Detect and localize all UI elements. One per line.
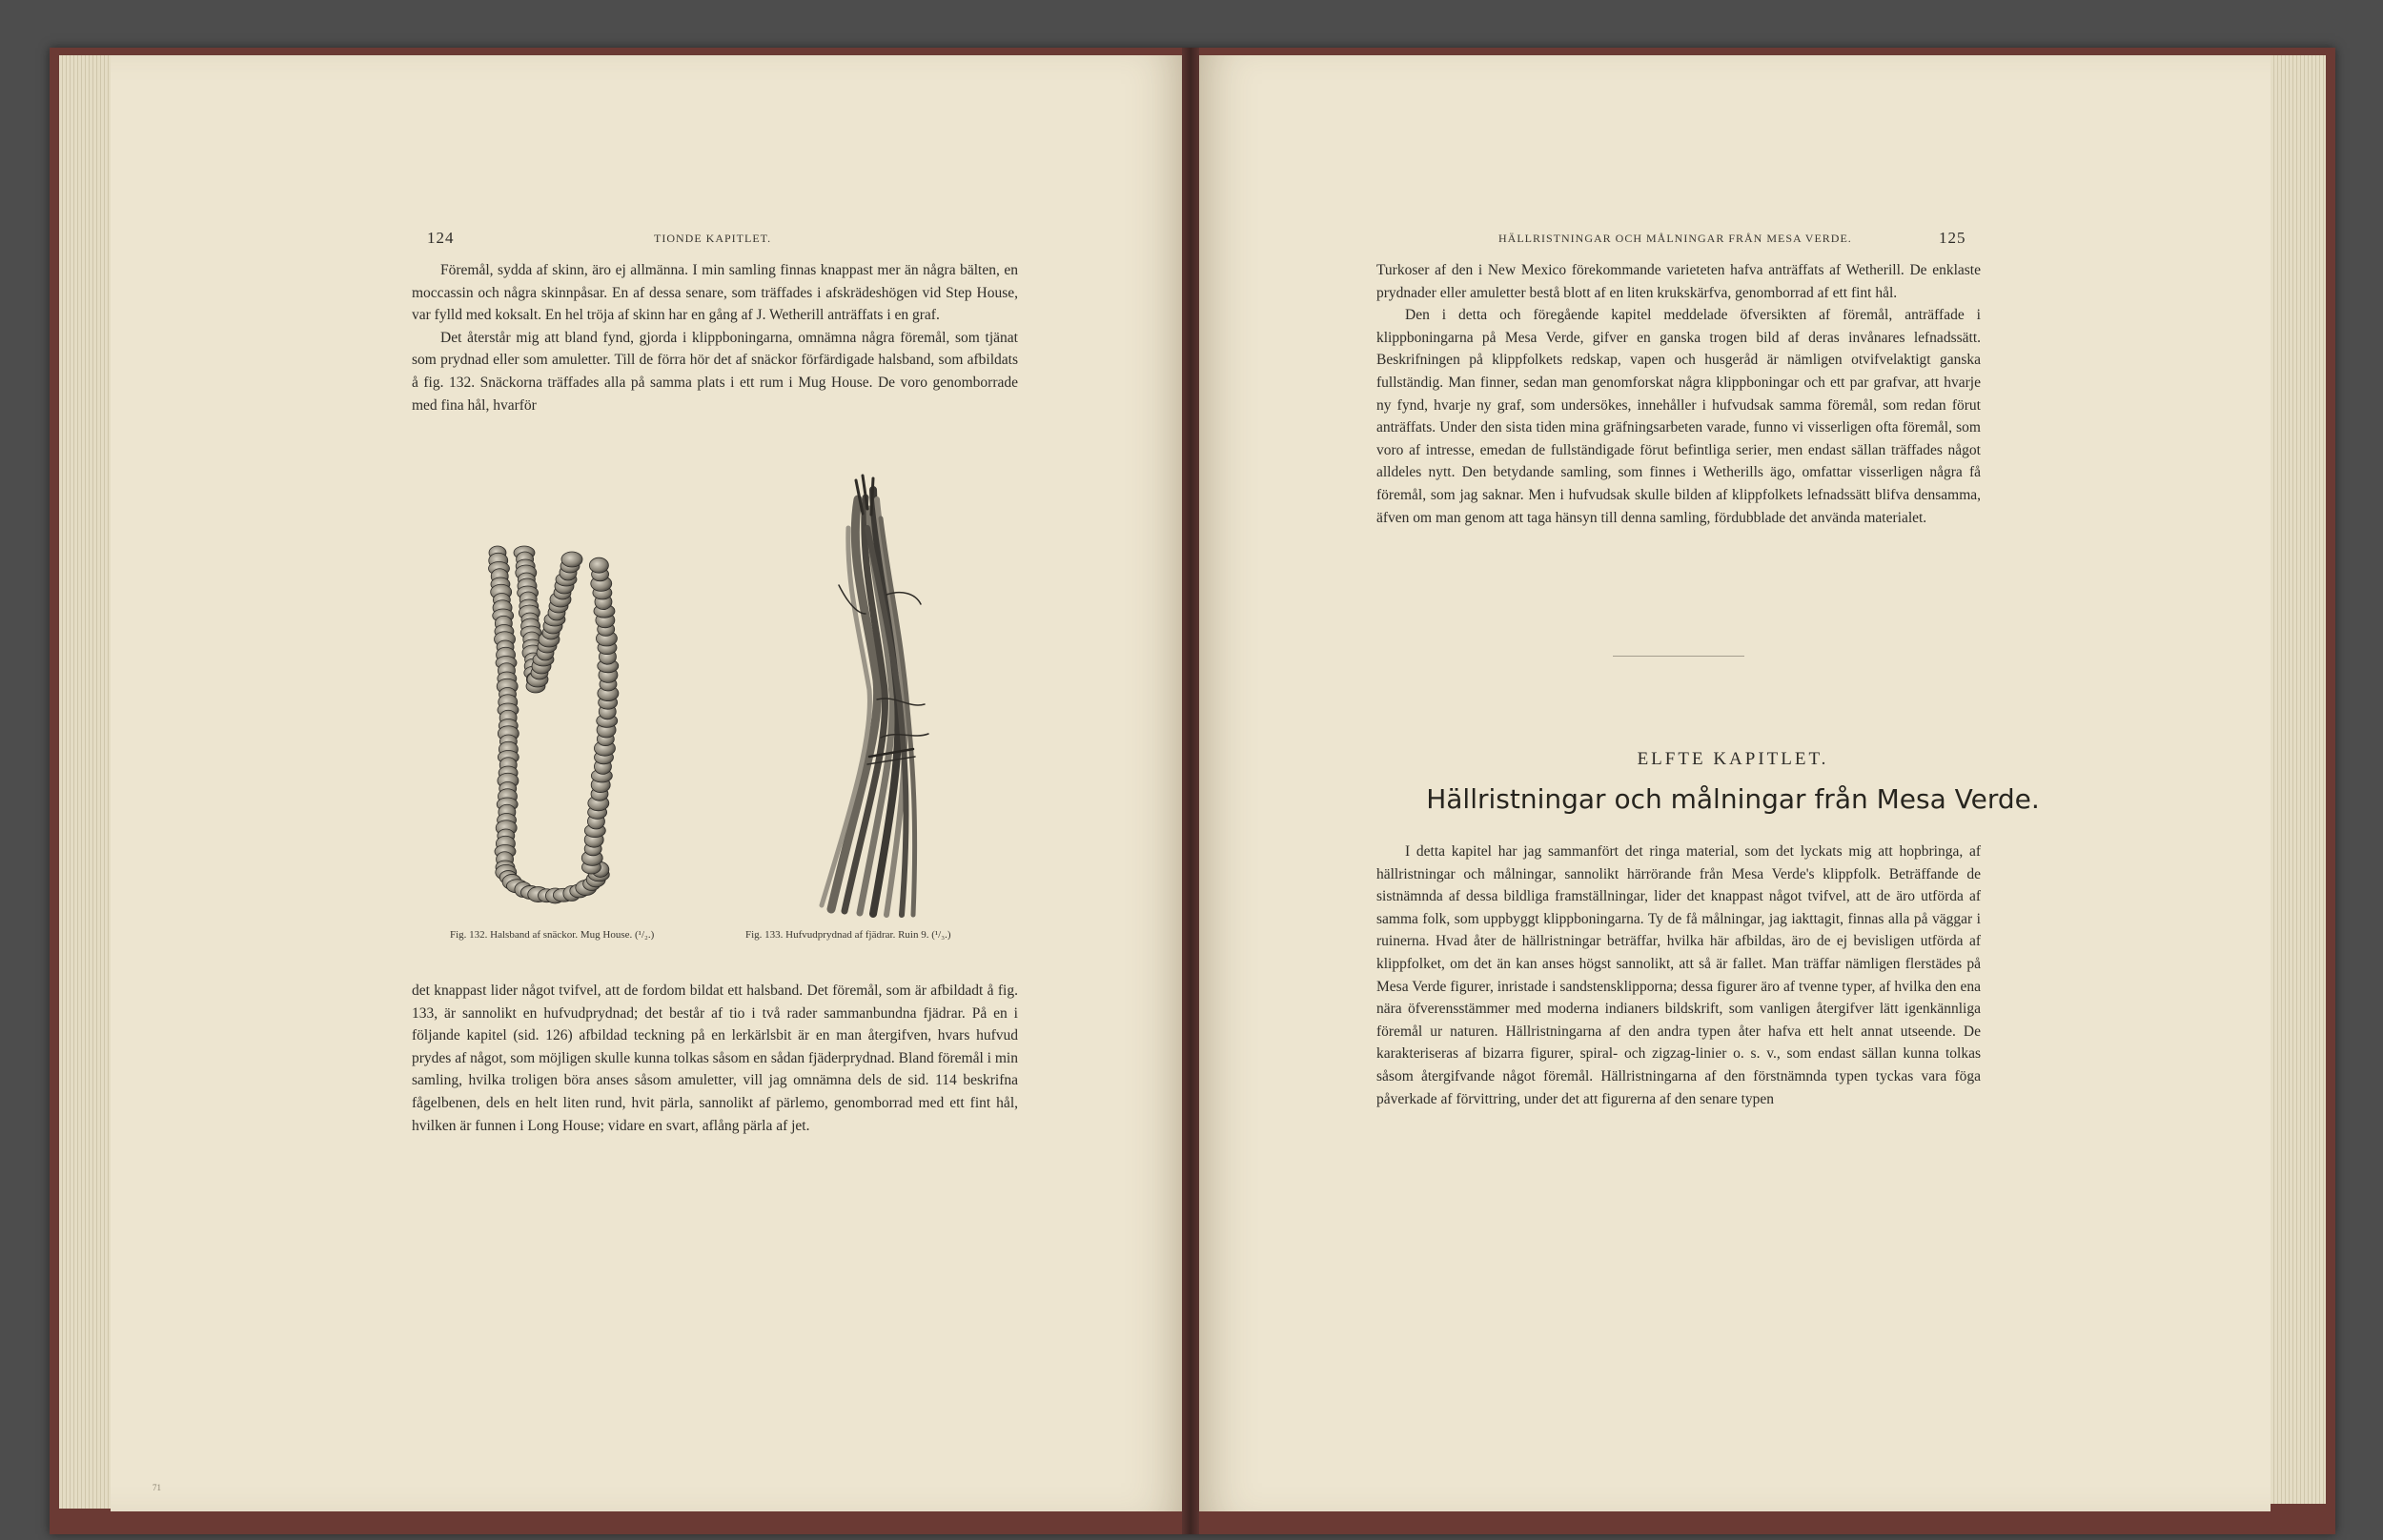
chapter-title: Hällristningar och målningar från Mesa Verde. xyxy=(1426,783,2040,815)
chapter-label: ELFTE KAPITLET. xyxy=(1637,749,1829,769)
paragraph: Föremål, sydda af skinn, äro ej allmänna. I min samling finnas knappast mer än några bälten, en moccassin och några skinnpåsar. En af dessa senare, som träffades i afskrädeshögen vid Step House, var fylld med koksalt. En hel tröja af skinn har en gång af J. Wetherill anträffats i en graf. xyxy=(412,262,1018,324)
shell-bead xyxy=(561,552,582,567)
section-divider xyxy=(1613,656,1744,657)
figure-caption-132: Fig. 132. Halsband af snäckor. Mug House. (¹/₂.) xyxy=(450,929,655,941)
book-gutter xyxy=(1182,48,1199,1534)
page-edges-right xyxy=(2263,55,2326,1504)
figure-caption-133: Fig. 133. Hufvudprydnad af fjädrar. Ruin 9. (¹/₃.) xyxy=(745,929,951,941)
corner-mark: 71 xyxy=(153,1483,161,1492)
paragraph: det knappast lider något tvifvel, att de fordom bildat ett halsband. Det föremål, som är afbildadt å fig. 133, är sannolikt en hufvudprydnad; det består af tio i två rader sammanbundna fjädrar. På en i följande kapitel (sid. 126) afbildad teckning på en lerkärlsbit är en man återgifven, hvars hufvud prydes af något, som möjligen skulle kunna tolkas såsom en sådan fjäderprydnad. Bland föremål i min samling, hvilka troligen böra anses såsom amuletter, vill jag omnämna dels de sid. 114 beskrifna fågelbenen, dels en helt liten rund, hvit pärla, sannolikt af pärlemo, genomborrad med ett fint hål, hvilken är funnen i Long House; vidare en svart, aflång pärla af jet. xyxy=(412,983,1018,1134)
page-edges-left xyxy=(59,55,116,1509)
right-running-head: HÄLLRISTNINGAR OCH MÅLNINGAR FRÅN MESA VERDE. xyxy=(1498,232,1852,245)
paragraph: Den i detta och föregående kapitel meddelade öfversikten af föremål, anträffade i klippboningarna på Mesa Verde, gifver en ganska trogen bild af deras invånares lefnadssätt. Beskrifningen på klippfolkets redskap, vapen och husgeråd är nämligen otvifvelaktigt ganska fullständig. Man finner, sedan man genomforskat några klippboningar och ett par grafvar, att hvarje ny fynd, hvarje ny graf, som undersökes, innehåller i hufvudsak samma föremål, som redan förut anträffats. Under den sista tiden mina gräfningsarbeten varade, funno vi visserligen ofta föremål, som voro af intresse, emedan de fullständigade förut befintliga serier, men endast sällan träffades något alldeles nytt. Den betydande samling, som finnes i Wetherills ägo, omfattar visserligen några få föremål, som jag saknar. Men i hufvudsak skulle bilden af klippfolkets lefnadssätt blifva densamma, äfven om man genom att taga hänsyn till denna samling, fördubblade det använda materialet. xyxy=(1376,307,1981,526)
paragraph: I detta kapitel har jag sammanfört det ringa material, som det lyckats mig att hopbringa, af hällristningar och målningar, sannolikt härrörande från Mesa Verde's klippfolk. Beträffande de sistnämnda af dessa bildliga framställningar, lider det knappast något tvifvel, att de äro utförda af samma folk, som uppbyggt klippboningarna. Ty de få målningar, jag iakttagit, finnas alla på väggar i ruinerna. Hvad åter de hällristningar beträffar, hvilka här afbildas, äro de ej bevisligen utförda af klippfolket, om det än kan anses högst sannolikt, att så är fallet. Man träffar nämligen flerstädes på Mesa Verde figurer, inristade i sandstensklipporna; dessa figurer äro af tvenne typer, af hvilka den ena nära öfverensstämmer med moderna indianers bildskrift, som vanligen återgifver lätt igenkännliga föremål ur naturen. Hällristningarna af den andra typen åter hafva ett helt annat utseende. De karakteriseras af bizarra figurer, spiral- och zigzag-linier o. s. v., som endast sällan kunna tolkas såsom återgifvande något föremål. Hällristningarna af den förstnämnda typen tyckas vara föga påverkade af förvittring, under det att figurerna af den senare typen xyxy=(1376,843,1981,1107)
feather-bundle-illustration xyxy=(810,471,953,919)
left-text-bottom xyxy=(412,980,1018,1137)
paragraph: Turkoser af den i New Mexico förekommande varieteten hafva anträffats af Wetherill. De enklaste prydnader eller amuletter bestå blott af en liten krukskärfva, genomborrad af ett fint hål. xyxy=(1376,262,1981,301)
right-page-number: 125 xyxy=(1939,229,1966,247)
left-page-number: 124 xyxy=(427,229,455,247)
paragraph: Det återstår mig att bland fynd, gjorda i klippboningarna, omnämna några föremål, som tjänat som prydnad eller som amuletter. Till de förra hör det af snäckor förfärdigade halsband, som afbildats å fig. 132. Snäckorna träffades alla på samma plats i ett rum i Mug House. De voro genomborrade med fina hål, hvarför xyxy=(412,329,1018,414)
right-text-top xyxy=(1376,259,1981,529)
left-running-head: TIONDE KAPITLET. xyxy=(654,232,772,245)
shell-bead xyxy=(589,557,608,573)
left-text-top xyxy=(412,259,1018,416)
right-text-chapter xyxy=(1376,841,1981,1110)
shell-necklace-illustration xyxy=(477,534,648,915)
